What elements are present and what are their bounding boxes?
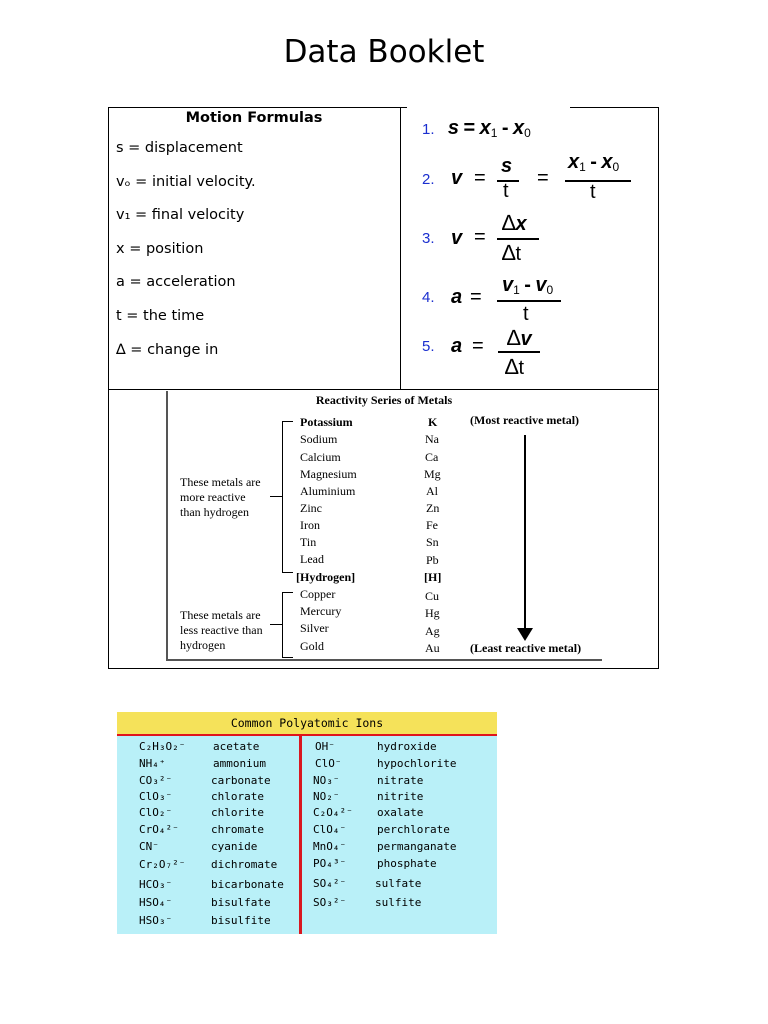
fraction-denominator: ∆t [505, 354, 525, 379]
most-reactive-label: (Most reactive metal) [470, 413, 580, 427]
fraction-bar [497, 300, 561, 302]
ion-name: phosphate [377, 857, 437, 870]
metal-name: Magnesium [300, 467, 357, 481]
ion-name: bisulfate [211, 896, 271, 909]
definition-item: vₒ = initial velocity. [116, 174, 256, 190]
formula-number: 4. [422, 289, 435, 306]
metal-symbol: Fe [426, 518, 438, 532]
ion-formula: NO₃⁻ [313, 774, 340, 787]
definition-item: a = acceleration [116, 274, 236, 290]
less-reactive-note: These metals are [180, 608, 261, 622]
ion-name: acetate [213, 740, 260, 753]
metal-name: Potassium [300, 415, 353, 429]
bracket-tick [270, 624, 282, 625]
fraction-numerator: $x_1 - x_0$ [568, 151, 620, 174]
ion-name: perchlorate [377, 823, 450, 836]
ion-formula: MnO₄⁻ [313, 840, 347, 853]
metal-name: Silver [300, 621, 329, 635]
ion-name: sulfite [375, 896, 422, 909]
fraction-numerator: ∆x [502, 210, 527, 235]
metal-name: Sodium [300, 432, 338, 446]
ion-formula: HCO₃⁻ [139, 878, 173, 891]
ion-formula: C₂O₄²⁻ [313, 806, 353, 819]
metal-name: Gold [300, 639, 324, 653]
ion-formula: PO₄³⁻ [313, 857, 347, 870]
ion-name: carbonate [211, 774, 271, 787]
less-reactive-bracket [282, 592, 293, 658]
fraction-denominator: ∆t [502, 240, 522, 265]
ion-formula: HSO₄⁻ [139, 896, 173, 909]
definition-item: t = the time [116, 308, 205, 324]
ion-formula: NH₄⁺ [139, 757, 166, 770]
metal-symbol: Pb [426, 553, 439, 567]
ion-name: chlorite [211, 806, 264, 819]
ion-formula: ClO₃⁻ [139, 790, 173, 803]
less-reactive-note: less reactive than [180, 623, 263, 637]
metal-symbol: Al [426, 484, 438, 498]
ion-formula: CN⁻ [139, 840, 159, 853]
definition-item: v₁ = final velocity [116, 207, 245, 223]
formula-number: 2. [422, 171, 435, 188]
formula-number: 5. [422, 338, 435, 355]
metal-symbol: Zn [426, 501, 440, 515]
table-column-divider [400, 107, 401, 390]
ion-formula: ClO₂⁻ [139, 806, 173, 819]
less-reactive-note: hydrogen [180, 638, 226, 652]
metal-name: Mercury [300, 604, 342, 618]
metal-name: Zinc [300, 501, 322, 515]
metal-symbol: Hg [425, 606, 440, 620]
ion-name: bicarbonate [211, 878, 284, 891]
metal-symbol: Mg [424, 467, 441, 481]
more-reactive-note: more reactive [180, 490, 246, 504]
fraction-bar [498, 351, 540, 353]
metal-name: Lead [300, 552, 324, 566]
more-reactive-note: These metals are [180, 475, 261, 489]
metal-symbol: Ag [425, 624, 440, 638]
ion-formula: OH⁻ [315, 740, 335, 753]
ion-formula: HSO₃⁻ [139, 914, 173, 927]
definition-item: s = displacement [116, 140, 243, 156]
fraction-numerator: ∆v [507, 325, 532, 350]
ion-formula: NO₂⁻ [313, 790, 340, 803]
metal-name: Aluminium [300, 484, 356, 498]
ion-name: cyanide [211, 840, 258, 853]
more-reactive-bracket [282, 421, 293, 573]
ion-name: hydroxide [377, 740, 437, 753]
metal-name: Iron [300, 518, 320, 532]
ion-formula: C₂H₃O₂⁻ [139, 740, 186, 753]
metal-symbol: Na [425, 432, 439, 446]
ion-formula: Cr₂O₇²⁻ [139, 858, 186, 871]
metal-name: [Hydrogen] [296, 570, 356, 584]
ion-name: dichromate [211, 858, 278, 871]
ion-formula: SO₃²⁻ [313, 896, 347, 909]
ions-column-divider [299, 736, 302, 934]
ion-formula: CO₃²⁻ [139, 774, 173, 787]
metal-symbol: Ca [425, 450, 439, 464]
formula-1: 1. $s = x_1 - x_0$ [422, 117, 531, 140]
formula-number: 3. [422, 230, 435, 247]
more-reactive-note: than hydrogen [180, 505, 249, 519]
ion-formula: SO₄²⁻ [313, 877, 347, 890]
ion-name: chromate [211, 823, 264, 836]
reactivity-title: Reactivity Series of Metals [315, 393, 453, 407]
formula-number: 1. [422, 121, 435, 138]
ion-name: nitrate [377, 774, 424, 787]
ions-title: Common Polyatomic Ions [230, 716, 384, 730]
ion-name: bisulfite [211, 914, 271, 927]
fraction-numerator: $v_1 - v_0$ [502, 274, 554, 297]
ion-name: oxalate [377, 806, 424, 819]
table-row-divider [108, 389, 659, 390]
metal-symbol: Au [425, 641, 440, 655]
ion-name: permanganate [377, 840, 457, 853]
metal-symbol: Sn [426, 535, 439, 549]
metal-name: Copper [300, 587, 336, 601]
least-reactive-label: (Least reactive metal) [470, 641, 582, 655]
ion-formula: ClO₄⁻ [313, 823, 347, 836]
definition-item: ∆ = change in [116, 342, 219, 358]
metal-symbol: K [428, 415, 438, 429]
fraction-bar [565, 180, 631, 182]
metal-name: Calcium [300, 450, 341, 464]
ions-header-rule [117, 734, 497, 736]
metal-name: Tin [300, 535, 317, 549]
ion-name: chlorate [211, 790, 264, 803]
arrow-down-icon [524, 435, 526, 630]
ion-name: ammonium [213, 757, 266, 770]
page-title: Data Booklet [283, 34, 485, 70]
bracket-tick [270, 496, 282, 497]
arrowhead-icon [517, 628, 533, 641]
ion-name: nitrite [377, 790, 424, 803]
metal-symbol: Cu [425, 589, 440, 603]
ion-formula: ClO⁻ [315, 757, 342, 770]
ion-name: sulfate [375, 877, 422, 890]
ion-formula: CrO₄²⁻ [139, 823, 179, 836]
motion-formulas-heading: Motion Formulas [185, 110, 323, 126]
formula-panel-background [407, 104, 570, 112]
metal-symbol: [H] [424, 570, 442, 584]
definition-item: x = position [116, 241, 204, 257]
ion-name: hypochlorite [377, 757, 457, 770]
